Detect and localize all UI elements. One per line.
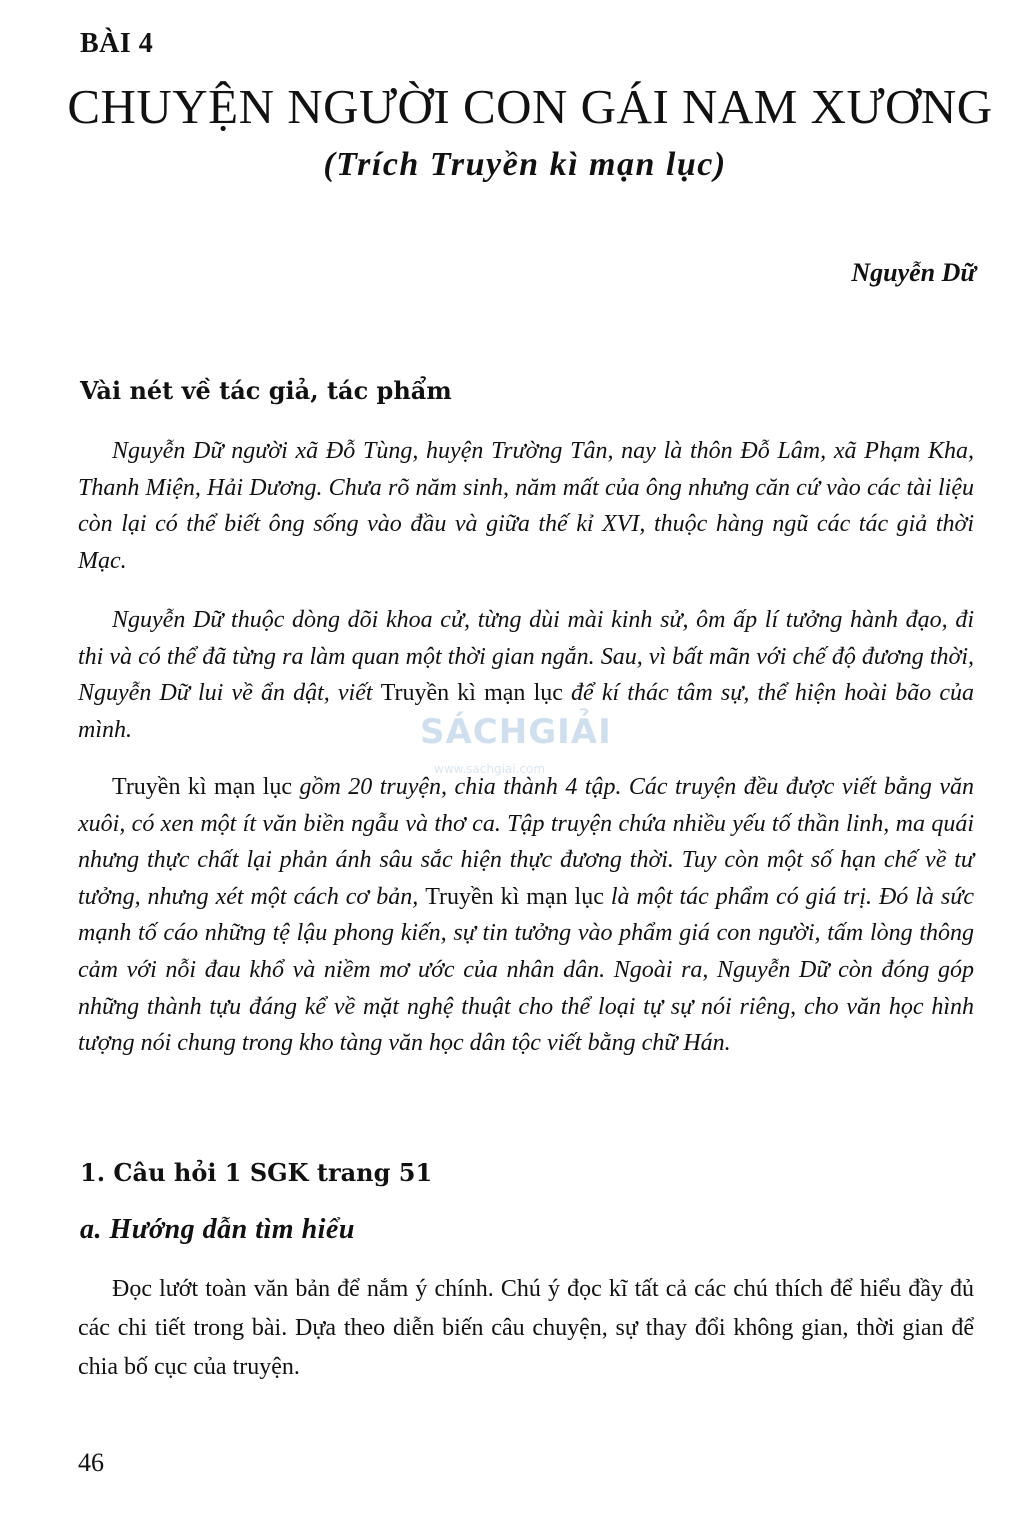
paragraph-text: Đọc lướt toàn văn bản để nắm ý chính. Chú ý đọc kĩ tất cả các chú thích để hiểu đầy đủ các chi tiết trong bài. Dựa theo diễn biến câu chuyện, sự thay đổi không gian, thời gian để chia bố cục của truyện. <box>78 1276 974 1380</box>
paragraph-segment: để kí thác tâm sự, thể hiện hoài bão của mình. <box>78 680 974 743</box>
paragraph-text <box>78 602 974 748</box>
paragraph-author-career <box>78 602 974 748</box>
subtitle <box>0 146 1024 184</box>
work-title: Truyền kì mạn lục <box>425 883 604 910</box>
subtitle-open: (Trích <box>323 146 430 183</box>
paragraph-text: Nguyễn Dữ người xã Đỗ Tùng, huyện Trường Tân, nay là thôn Đỗ Lâm, xã Phạm Kha, Thanh Miện, Hải Dương. Chưa rõ năm sinh, năm mất của ông nhưng căn cứ vào các tài liệu còn lại có thể biết ông sống vào đầu và giữa thế kỉ XVI, thuộc hàng ngũ các tác giả thời Mạc. <box>78 438 974 574</box>
author-name: Nguyễn Dữ <box>851 258 976 287</box>
paragraph-segment: là một tác phẩm có giá trị. Đó là sức mạnh tố cáo những tệ lậu phong kiến, sự tin tưởng vào phẩm giá con người, tấm lòng thông cảm với nỗi đau khổ và niềm mơ ước của nhân dân. Ngoài ra, Nguyễn Dữ còn đóng góp những thành tựu đáng kể về mặt nghệ thuật cho thể loại tự sự nói riêng, cho văn học hình tượng nói chung trong kho tàng văn học dân tộc viết bằng chữ Hán. <box>78 883 974 1057</box>
paragraph-segment: gồm 20 truyện, chia thành 4 tập. Các truyện đều được viết bằng văn xuôi, có xen một ít văn biền ngẫu và thơ ca. Tập truyện chứa nhiều yếu tố thần linh, ma quái nhưng thực chất lại phản ánh sâu sắc hiện thực đương thời. Tuy còn một số hạn chế về tư tưởng, nhưng xét một cách cơ bản, <box>78 774 974 910</box>
paragraph-segment: Nguyễn Dữ thuộc dòng dõi khoa cử, từng dùi mài kinh sử, ôm ấp lí tưởng hành đạo, đi thi và có thể đã từng ra làm quan một thời gian ngắn. Sau, vì bất mãn với chế độ đương thời, Nguyễn Dữ lui về ẩn dật, viết <box>78 607 974 707</box>
subtitle-work-title: Truyền kì mạn lục <box>429 146 714 183</box>
page-title: CHUYỆN NGƯỜI CON GÁI NAM XƯƠNG <box>67 79 993 134</box>
subtitle-close: ) <box>713 146 727 183</box>
watermark-url: www.sachgiai.com <box>434 762 546 776</box>
work-title: Truyền kì mạn lục <box>380 680 563 707</box>
question-heading: 1. Câu hỏi 1 SGK trang 51 <box>80 1158 433 1187</box>
paragraph-author-bio <box>78 433 974 579</box>
lesson-label: BÀI 4 <box>80 28 154 59</box>
paragraph-guidance <box>78 1270 974 1387</box>
page-number: 46 <box>78 1448 104 1477</box>
work-title: Truyền kì mạn lục <box>112 774 293 800</box>
paragraph-work-description <box>78 769 974 1062</box>
paragraph-text <box>78 769 974 1062</box>
section-heading: Vài nét về tác giả, tác phẩm <box>80 376 452 405</box>
question-subheading: a. Hướng dẫn tìm hiểu <box>80 1214 355 1245</box>
watermark-text: SÁCHGIẢI <box>420 712 612 752</box>
